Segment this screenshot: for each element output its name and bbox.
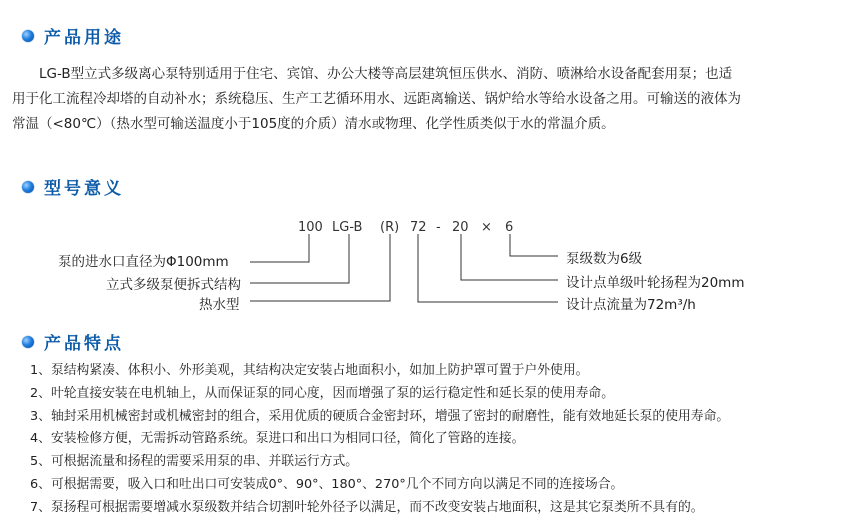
model-title-text: 型号意义	[44, 179, 124, 199]
code-diameter: 100	[298, 220, 323, 235]
label-stages: 泵级数为6级	[566, 251, 643, 267]
code-times: ×	[481, 220, 492, 235]
usage-line-2: 用于化工流程冷却塔的自动补水；系统稳压、生产工艺循环用水、远距离输送、锅炉给水等给水设备之用。可输送的液体为	[12, 91, 741, 107]
code-dash: -	[436, 220, 441, 235]
features-list	[30, 360, 840, 520]
code-flow: 72	[410, 220, 427, 235]
list-item: 1、泵结构紧凑、体积小、外形美观，其结构决定安装占地面积小，如加上防护罩可置于户外使用。	[30, 363, 589, 378]
connector-diameter	[250, 234, 309, 262]
features-title-text: 产品特点	[44, 334, 124, 354]
label-hot-water: 热水型	[199, 297, 240, 313]
connector-hot-water	[250, 234, 390, 301]
code-hot: (R)	[380, 220, 400, 235]
code-type: LG-B	[332, 220, 363, 235]
code-head: 20	[452, 220, 469, 235]
list-item: 3、轴封采用机械密封或机械密封的组合，采用优质的硬质合金密封环，增强了密封的耐磨性，能有效地延长泵的使用寿命。	[30, 408, 730, 424]
section-title-features	[22, 329, 124, 354]
label-inlet-diameter: 泵的进水口直径为Φ100mm	[58, 254, 229, 270]
list-item: 2、叶轮直接安装在电机轴上，从而保证泵的同心度，因而增强了泵的运行稳定性和延长泵的使用寿命。	[30, 385, 615, 401]
list-item: 6、可根据需要，吸入口和吐出口可安装成0°、90°、180°、270°几个不同方向以满足不同的连接场合。	[30, 476, 624, 492]
list-item: 5、可根据流量和扬程的需要采用泵的串、并联运行方式。	[30, 454, 359, 470]
label-head: 设计点单级叶轮扬程为20mm	[566, 275, 745, 291]
usage-line-3: 常温（<80℃）（热水型可输送温度小于105度的介质）清水或物理、化学性质类似于水的常温介质。	[12, 116, 615, 132]
connector-stages	[510, 234, 558, 256]
label-structure: 立式多级泵便拆式结构	[106, 277, 241, 293]
usage-line-1: LG-B型立式多级离心泵特别适用于住宅、宾馆、办公大楼等高层建筑恒压供水、消防、喷淋给水设备配套用泵；也适	[39, 66, 733, 82]
bullet-icon	[22, 336, 34, 348]
list-item: 7、泵扬程可根据需要增减水泵级数并结合切割叶轮外径予以满足，而不改变安装占地面积，这是其它泵类所不具有的。	[30, 499, 704, 515]
connector-structure	[250, 234, 349, 283]
label-flow: 设计点流量为72m³/h	[566, 297, 696, 313]
connector-flow	[418, 234, 558, 302]
usage-title-text: 产品用途	[44, 28, 124, 48]
list-item: 4、安装检修方便，无需拆动管路系统。泵进口和出口为相同口径，简化了管路的连接。	[30, 431, 525, 447]
code-stages: 6	[505, 220, 514, 235]
